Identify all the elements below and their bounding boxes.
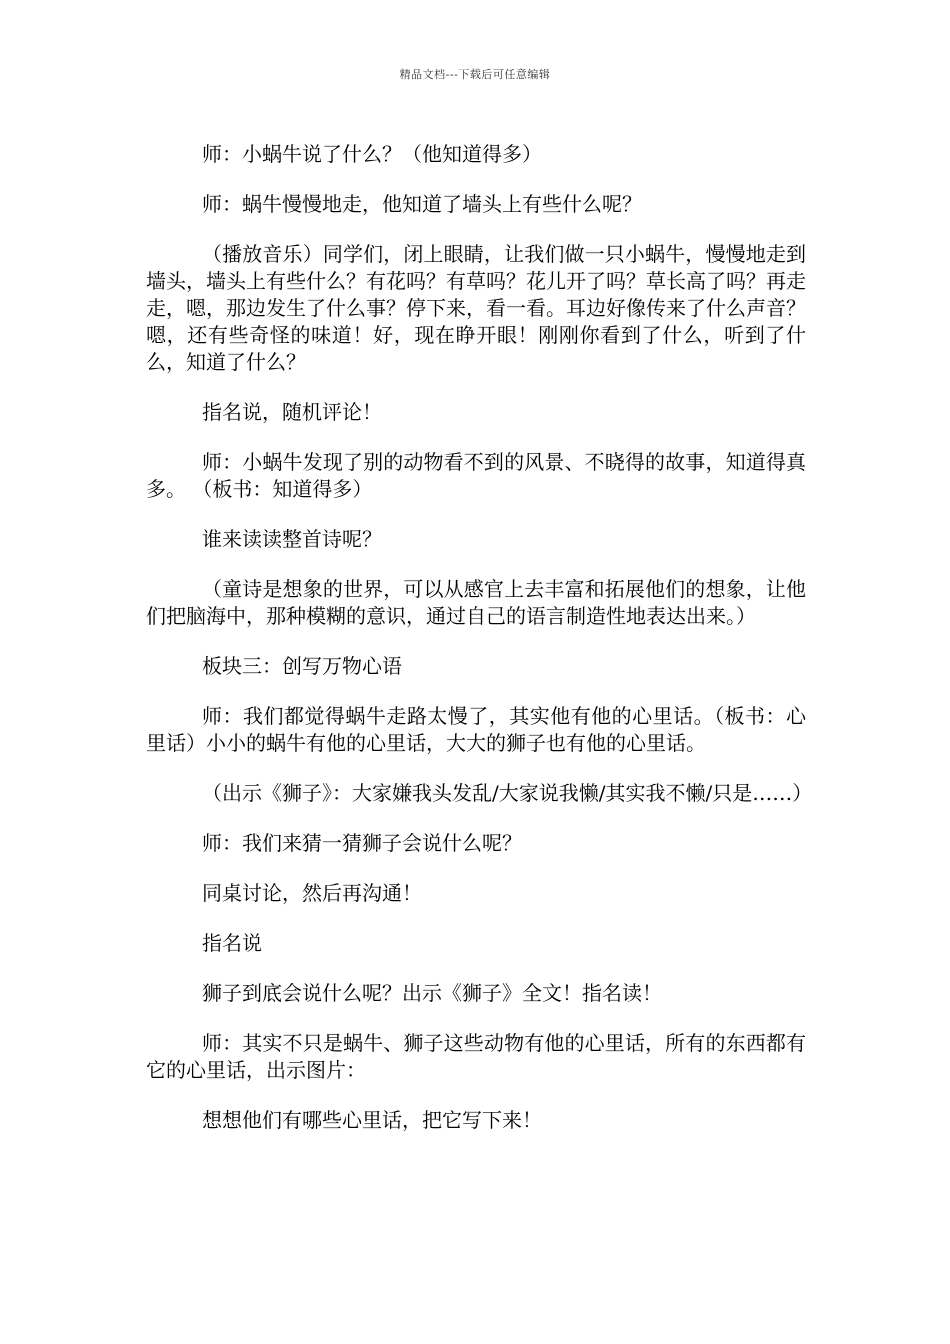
paragraph-3: （播放音乐）同学们，闭上眼睛，让我们做一只小蜗牛，慢慢地走到墙头，墙头上有些什么？有花吗？有草吗？花儿开了吗？草长高了吗？再走走，嗯，那边发生了什么事？停下来，看一看。耳边好像传来了什么声音？嗯，还有些奇怪的味道！好，现在睁开眼！刚刚你看到了什么，听到了什么，知道了什么？ — [146, 242, 806, 374]
paragraph-7: （童诗是想象的世界，可以从感官上去丰富和拓展他们的想象，让他们把脑海中，那种模糊的意识，通过自己的语言制造性地表达出来。） — [146, 577, 806, 628]
paragraph-13: 指名说 — [202, 931, 262, 955]
paragraph-16: 想想他们有哪些心里话，把它写下来！ — [202, 1108, 542, 1132]
paragraph-12: 同桌讨论，然后再沟通！ — [202, 881, 422, 905]
document-body — [146, 141, 813, 1157]
paragraph-5: 师：小蜗牛发现了别的动物看不到的风景、不晓得的故事，知道得真多。 （板书：知道得多） — [146, 450, 806, 501]
paragraph-1: 师：小蜗牛说了什么？（他知道得多） — [202, 142, 542, 166]
paragraph-15: 师：其实不只是蜗牛、狮子这些动物有他的心里话，所有的东西都有它的心里话，出示图片： — [146, 1031, 806, 1082]
paragraph-14: 狮子到底会说什么呢？出示《狮子》全文！指名读！ — [202, 981, 662, 1005]
page-header: 精品文档---下载后可任意编辑 — [399, 68, 551, 81]
paragraph-6: 谁来读读整首诗呢？ — [202, 527, 382, 551]
paragraph-11: 师：我们来猜一猜狮子会说什么呢？ — [202, 831, 522, 855]
paragraph-2: 师：蜗牛慢慢地走，他知道了墙头上有些什么呢？ — [202, 192, 642, 216]
paragraph-10: （出示《狮子》：大家嫌我头发乱/大家说我懒/其实我不懒/只是……） — [202, 781, 813, 805]
section-heading: 板块三：创写万物心语 — [202, 654, 402, 678]
paragraph-4: 指名说，随机评论！ — [202, 400, 382, 424]
paragraph-9: 师：我们都觉得蜗牛走路太慢了，其实他有他的心里话。（板书：心里话）小小的蜗牛有他的心里话，大大的狮子也有他的心里话。 — [146, 704, 806, 755]
